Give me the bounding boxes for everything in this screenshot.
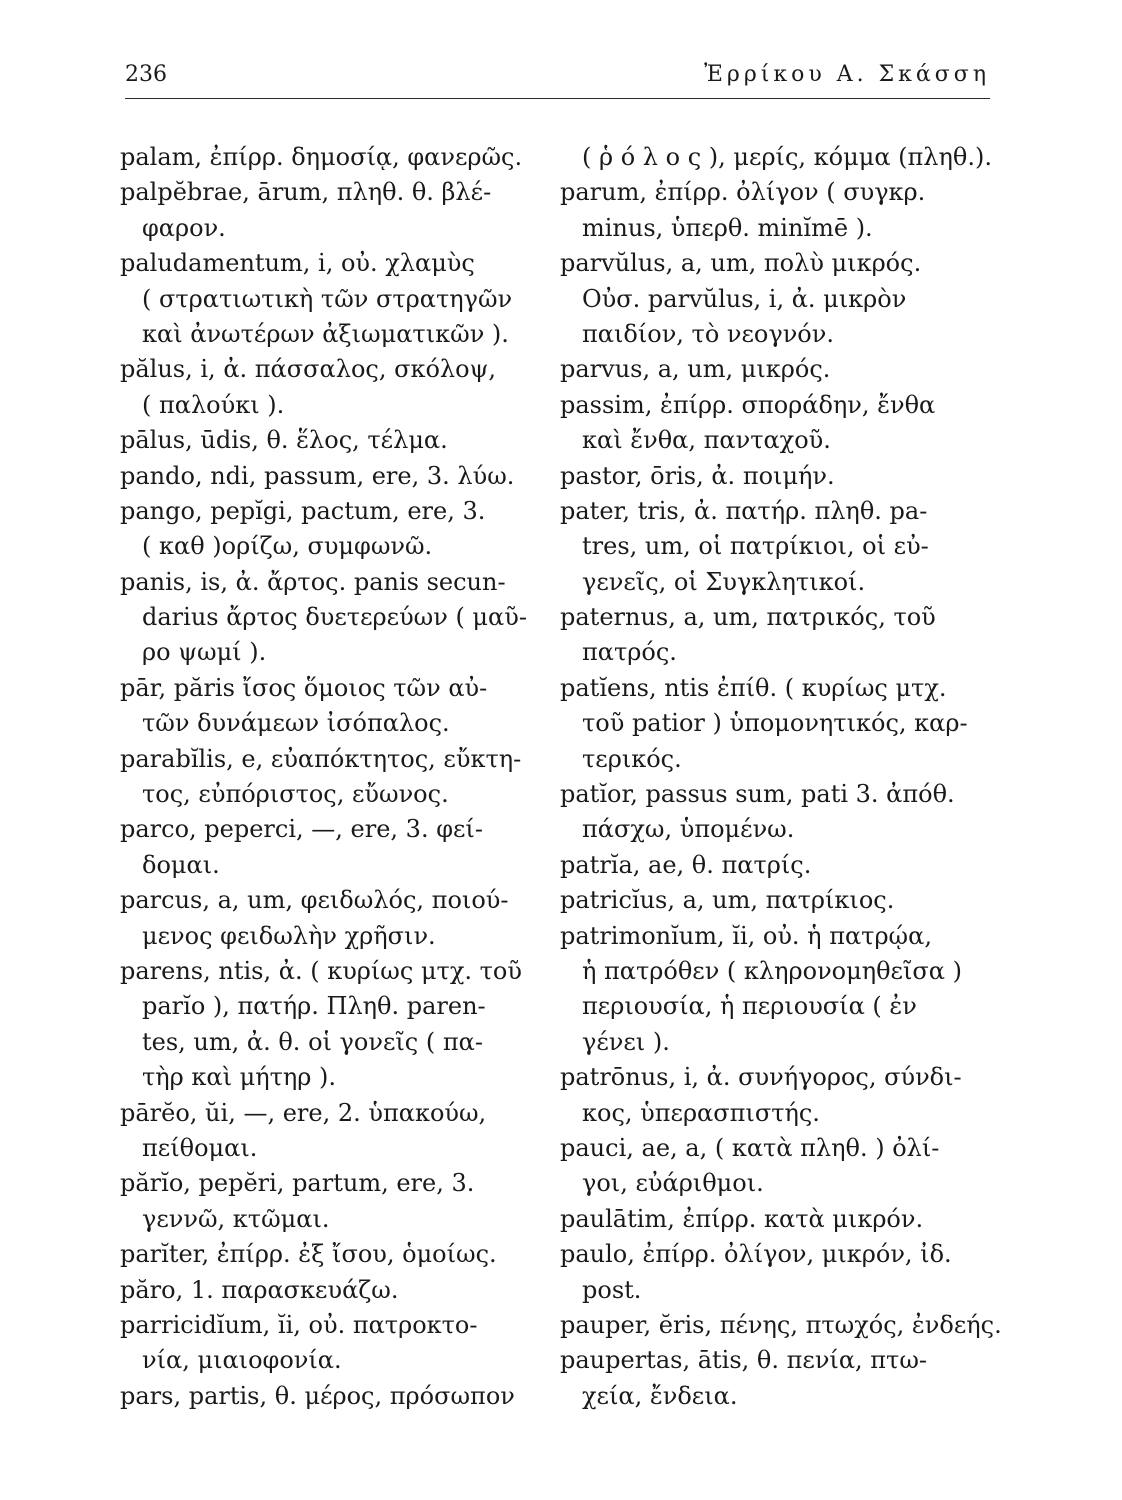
dictionary-line: γενεῖς, οἱ Συγκλητικοί.: [582, 567, 866, 596]
dictionary-line: păro, 1. παρασκευάζω.: [120, 1275, 399, 1304]
dictionary-line: ( ῥ ό λ ο ς ), μερίς, κόμμα (πληθ.).: [582, 143, 992, 171]
dictionary-line: tes, um, ἀ. θ. οἱ γονεῖς ( πα-: [142, 1027, 483, 1056]
running-head: Ἐρρίκου Α. Σκάσση: [704, 62, 990, 87]
dictionary-line: ( παλούκι ).: [142, 390, 285, 419]
dictionary-line: γοι, εὐάριθμοι.: [582, 1169, 764, 1198]
dictionary-line: parabĭlis, e, εὐαπόκτητος, εὔκτη-: [120, 744, 522, 773]
dictionary-line: parens, ntis, ἀ. ( κυρίως μτχ. τοῦ: [120, 956, 522, 985]
dictionary-line: darius ἄρτος δυετερεύων ( μαῦ-: [142, 603, 527, 632]
dictionary-line: paludamentum, i, οὐ. χλαμὺς: [120, 249, 475, 278]
dictionary-line: patrōnus, i, ἀ. συνήγορος, σύνδι-: [560, 1063, 962, 1092]
dictionary-line: pār, păris ἴσος ὅμοιος τῶν αὐ-: [120, 673, 488, 702]
dictionary-line: paulātim, ἐπίρρ. κατὰ μικρόν.: [560, 1204, 924, 1233]
dictionary-line: pater, tris, ἀ. πατήρ. πληθ. pa-: [560, 496, 928, 525]
dictionary-line: μενος φειδωλὴν χρῆσιν.: [142, 921, 436, 950]
dictionary-line: pando, ndi, passum, ere, 3. λύω.: [120, 461, 515, 490]
dictionary-line: parvŭlus, a, um, πολὺ μικρός.: [560, 249, 922, 278]
dictionary-line: minus, ὑπερθ. minĭmē ).: [582, 213, 873, 242]
dictionary-line: parco, peperci, —, ere, 3. φεί-: [120, 815, 483, 844]
dictionary-line: ρο ψωμί ).: [142, 638, 267, 667]
dictionary-line: parcus, a, um, φειδωλός, ποιού-: [120, 886, 509, 915]
dictionary-line: ( καθ )ορίζω, συμφωνῶ.: [142, 532, 433, 561]
dictionary-line: Οὐσ. parvŭlus, i, ἀ. μικρὸν: [582, 284, 907, 313]
dictionary-line: τος, εὐπόριστος, εὔωνος.: [142, 780, 449, 809]
dictionary-line: πείθομαι.: [142, 1133, 258, 1162]
dictionary-line: paulo, ἐπίρρ. ὀλίγον, μικρόν, ἰδ.: [560, 1240, 952, 1269]
dictionary-line: δομαι.: [142, 850, 220, 879]
dictionary-line: τοῦ patior ) ὑπομονητικός, καρ-: [582, 709, 968, 738]
dictionary-line: palam, ἐπίρρ. δημοσίᾳ, φανερῶς.: [120, 143, 523, 171]
dictionary-line: tres, um, οἱ πατρίκιοι, οἱ εὐ-: [582, 532, 929, 561]
dictionary-line: patrimonĭum, ĭi, οὐ. ἡ πατρῴα,: [560, 921, 932, 950]
page-number: 236: [125, 62, 167, 87]
dictionary-line: καὶ ἀνωτέρων ἀξιωματικῶν ).: [142, 319, 509, 348]
dictionary-line: χεία, ἔνδεια.: [582, 1381, 738, 1410]
dictionary-line: τῶν δυνάμεων ἰσόπαλος.: [142, 709, 450, 738]
dictionary-line: γεννῶ, κτῶμαι.: [142, 1204, 330, 1233]
dictionary-line: pālus, ūdis, θ. ἕλος, τέλμα.: [120, 426, 448, 455]
dictionary-line: pango, pepĭgi, pactum, ere, 3.: [120, 496, 486, 525]
dictionary-line: parvus, a, um, μικρός.: [560, 355, 831, 384]
header-rule: [125, 98, 990, 99]
dictionary-line: passim, ἐπίρρ. σποράδην, ἔνθα: [560, 390, 936, 419]
dictionary-line: parricidĭum, ĭi, οὐ. πατροκτο-: [120, 1310, 478, 1339]
dictionary-line: patrĭa, ae, θ. πατρίς.: [560, 850, 812, 879]
dictionary-line: post.: [582, 1275, 642, 1304]
dictionary-line: pārĕo, ŭi, —, ere, 2. ὑπακούω,: [120, 1098, 487, 1127]
dictionary-line: pars, partis, θ. μέρος, πρόσωπον: [120, 1381, 515, 1410]
dictionary-line: patricĭus, a, um, πατρίκιος.: [560, 886, 895, 915]
dictionary-line: parĭter, ἐπίρρ. ἐξ ἴσου, ὁμοίως.: [120, 1240, 497, 1269]
dictionary-line: τερικός.: [582, 744, 682, 773]
left-column: [120, 140, 540, 1414]
dictionary-line: κος, ὑπερασπιστής.: [582, 1098, 820, 1127]
dictionary-line: pălus, i, ἀ. πάσσαλος, σκόλοψ,: [120, 355, 497, 384]
dictionary-line: părĭo, pepĕri, partum, ere, 3.: [120, 1169, 475, 1198]
dictionary-line: γένει ).: [582, 1027, 670, 1056]
dictionary-line: pauper, ĕris, πένης, πτωχός, ἐνδεής.: [560, 1310, 1002, 1339]
dictionary-line: πάσχω, ὑπομένω.: [582, 815, 795, 844]
page-header: [125, 60, 990, 100]
dictionary-line: paternus, a, um, πατρικός, τοῦ: [560, 603, 936, 632]
dictionary-line: φαρον.: [142, 213, 226, 242]
dictionary-line: νία, μιαιοφονία.: [142, 1346, 342, 1375]
dictionary-line: τὴρ καὶ μήτηρ ).: [142, 1063, 337, 1092]
dictionary-line: patĭens, ntis ἐπίθ. ( κυρίως μτχ.: [560, 673, 947, 702]
dictionary-line: περιουσία, ἡ περιουσία ( ἐν: [582, 992, 917, 1021]
dictionary-line: καὶ ἔνθα, πανταχοῦ.: [582, 426, 831, 455]
dictionary-line: παιδίον, τὸ νεογνόν.: [582, 319, 834, 348]
dictionary-line: ἡ πατρόθεν ( κληρονομηθεῖσα ): [582, 956, 962, 985]
dictionary-line: ( στρατιωτικὴ τῶν στρατηγῶν: [142, 284, 513, 313]
dictionary-line: panis, is, ἀ. ἄρτος. panis secun-: [120, 567, 506, 596]
dictionary-line: pastor, ōris, ἀ. ποιμήν.: [560, 461, 835, 490]
dictionary-line: patĭor, passus sum, pati 3. ἀπόθ.: [560, 780, 955, 809]
right-column: [560, 140, 1000, 1414]
dictionary-line: parĭo ), πατήρ. Πληθ. paren-: [142, 992, 486, 1021]
dictionary-line: palpĕbrae, ārum, πληθ. θ. βλέ-: [120, 178, 492, 207]
dictionary-line: pauci, ae, a, ( κατὰ πληθ. ) ὀλί-: [560, 1133, 940, 1162]
dictionary-line: paupertas, ātis, θ. πενία, πτω-: [560, 1346, 928, 1375]
dictionary-line: πατρός.: [582, 638, 677, 667]
dictionary-line: parum, ἐπίρρ. ὀλίγον ( συγκρ.: [560, 178, 926, 207]
